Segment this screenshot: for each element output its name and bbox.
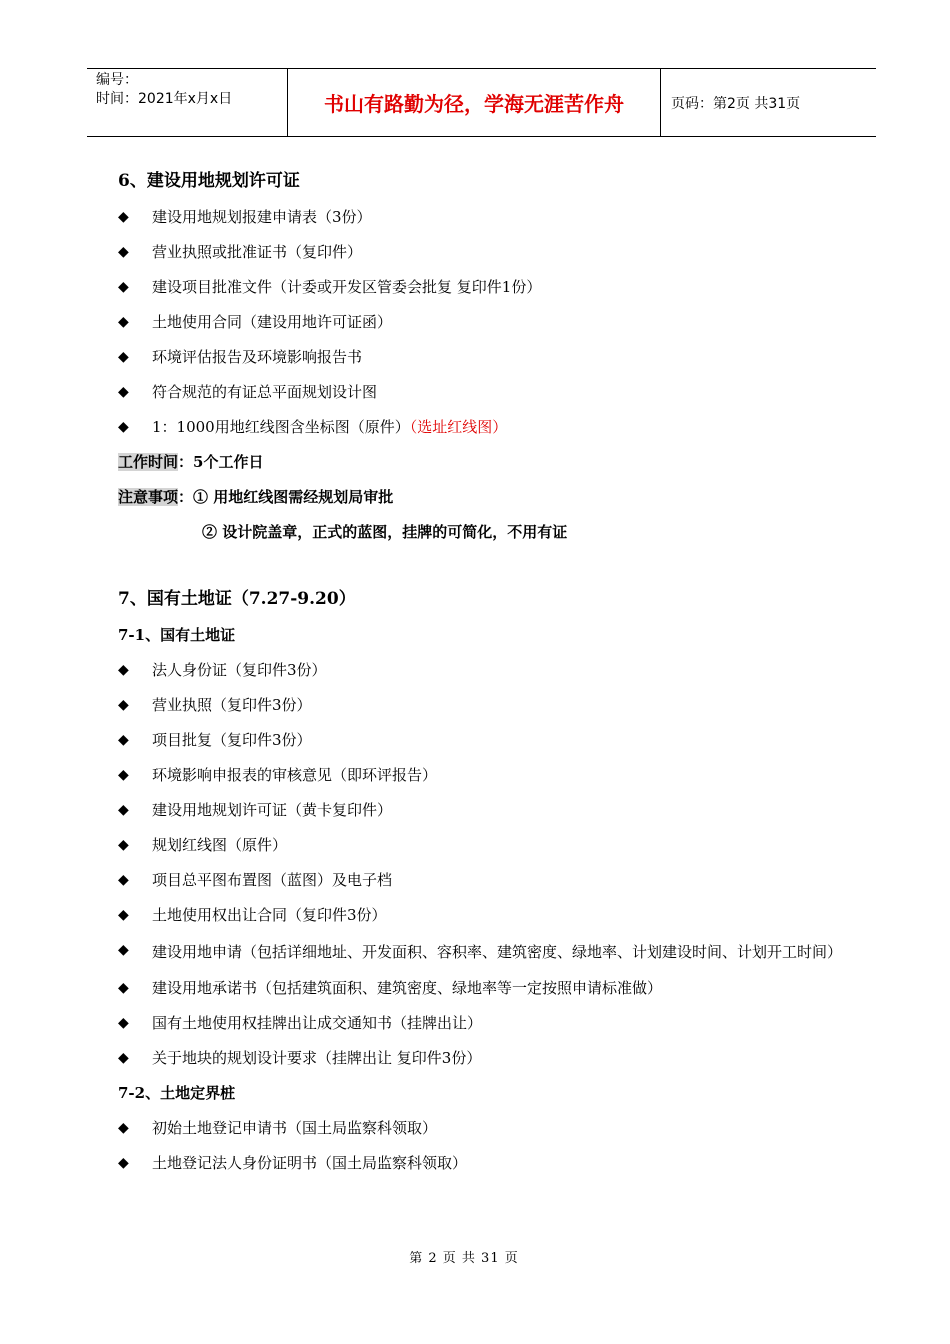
list-item-text: 规划红线图（原件）	[152, 836, 288, 854]
time-label: 时间：2021年x月x日	[96, 91, 233, 107]
diamond-bullet-icon: ◆	[118, 1120, 129, 1136]
diamond-bullet-icon: ◆	[118, 419, 129, 435]
work-time-value: ：5个工作日	[178, 453, 264, 471]
diamond-bullet-icon: ◆	[118, 384, 129, 400]
list-item	[118, 1111, 858, 1146]
diamond-bullet-icon: ◆	[118, 349, 129, 365]
number-label: 编号：	[96, 72, 138, 88]
page-footer	[0, 1247, 950, 1266]
header-page-number: 页码：第2页 共31页	[671, 95, 801, 112]
list-item	[118, 933, 858, 971]
map-item-red-note: （选址红线图）	[409, 418, 508, 436]
list-item	[118, 688, 858, 723]
diamond-bullet-icon: ◆	[118, 662, 129, 678]
diamond-bullet-icon: ◆	[118, 697, 129, 713]
list-item	[118, 653, 858, 688]
diamond-bullet-icon: ◆	[118, 980, 129, 996]
list-item	[118, 200, 858, 235]
diamond-bullet-icon: ◆	[118, 767, 129, 783]
diamond-bullet-icon: ◆	[118, 209, 129, 225]
list-item	[118, 898, 858, 933]
diamond-bullet-icon: ◆	[118, 942, 129, 958]
list-item-text: 建设用地承诺书（包括建筑面积、建筑密度、绿地率等一定按照申请标准做）	[152, 979, 663, 997]
diamond-bullet-icon: ◆	[118, 732, 129, 748]
list-item-text: 法人身份证（复印件3份）	[152, 661, 327, 679]
list-item	[118, 1041, 858, 1076]
list-item	[118, 971, 858, 1006]
note-1: ：① 用地红线图需经规划局审批	[178, 488, 394, 506]
list-item	[118, 340, 858, 375]
page-header	[87, 68, 876, 137]
footer-page-number: 第 2 页 共 31 页	[409, 1251, 519, 1266]
section-6-title: 6、建设用地规划许可证	[118, 171, 300, 191]
list-item-text: 土地登记法人身份证明书（国土局监察科领取）	[152, 1154, 468, 1172]
list-item	[118, 723, 858, 758]
list-item-text: 项目总平图布置图（蓝图）及电子档	[152, 871, 393, 889]
diamond-bullet-icon: ◆	[118, 314, 129, 330]
note-2: ② 设计院盖章，正式的蓝图，挂牌的可简化，不用有证	[202, 523, 568, 541]
diamond-bullet-icon: ◆	[118, 244, 129, 260]
list-item-text: 项目批复（复印件3份）	[152, 731, 312, 749]
section-7-1-list	[118, 653, 858, 1076]
list-item-text: 土地使用权出让合同（复印件3份）	[152, 906, 387, 924]
diamond-bullet-icon: ◆	[118, 907, 129, 923]
diamond-bullet-icon: ◆	[118, 872, 129, 888]
list-item	[118, 828, 858, 863]
list-item-text: 关于地块的规划设计要求（挂牌出让 复印件3份）	[152, 1049, 482, 1067]
list-item	[118, 235, 858, 270]
diamond-bullet-icon: ◆	[118, 837, 129, 853]
section-7-2-title: 7-2、土地定界桩	[118, 1084, 236, 1102]
list-item-text: 建设用地规划报建申请表（3份）	[152, 208, 372, 226]
list-item-text: 环境影响申报表的审核意见（即环评报告）	[152, 766, 438, 784]
header-meta	[87, 69, 287, 136]
section-7-title: 7、国有土地证（7.27-9.20）	[118, 589, 356, 609]
notes	[118, 480, 858, 515]
section-7-2-list	[118, 1111, 858, 1181]
list-item-text: 初始土地登记申请书（国土局监察科领取）	[152, 1119, 438, 1137]
list-item	[118, 410, 858, 445]
document-body	[118, 166, 858, 1181]
list-item-text: 环境评估报告及环境影响报告书	[152, 348, 363, 366]
notes-label: 注意事项	[118, 488, 179, 506]
list-item-text: 土地使用合同（建设用地许可证函）	[152, 313, 393, 331]
diamond-bullet-icon: ◆	[118, 279, 129, 295]
list-item	[118, 305, 858, 340]
diamond-bullet-icon: ◆	[118, 1050, 129, 1066]
list-item	[118, 758, 858, 793]
list-item-text: 建设项目批准文件（计委或开发区管委会批复 复印件1份）	[152, 278, 542, 296]
list-item-text: 国有土地使用权挂牌出让成交通知书（挂牌出让）	[152, 1014, 483, 1032]
list-item	[118, 375, 858, 410]
list-item	[118, 1146, 858, 1181]
list-item-text: 符合规范的有证总平面规划设计图	[152, 383, 378, 401]
work-time-label: 工作时间	[118, 453, 179, 471]
list-item-text: 建设用地规划许可证（黄卡复印件）	[152, 801, 393, 819]
spacer	[118, 550, 858, 584]
header-motto: 书山有路勤为径，学海无涯苦作舟	[287, 69, 661, 136]
section-6-list	[118, 200, 858, 410]
list-item	[118, 270, 858, 305]
diamond-bullet-icon: ◆	[118, 802, 129, 818]
list-item-text: 营业执照或批准证书（复印件）	[152, 243, 363, 261]
list-item	[118, 1006, 858, 1041]
map-item-text: 1：1000用地红线图含坐标图（原件）	[152, 418, 410, 436]
diamond-bullet-icon: ◆	[118, 1015, 129, 1031]
list-item	[118, 863, 858, 898]
list-item-text: 建设用地申请（包括详细地址、开发面积、容积率、建筑密度、绿地率、计划建设时间、计划开工时间）	[152, 943, 843, 961]
section-7-1-title: 7-1、国有土地证	[118, 626, 236, 644]
list-item-text: 营业执照（复印件3份）	[152, 696, 312, 714]
diamond-bullet-icon: ◆	[118, 1155, 129, 1171]
list-item	[118, 793, 858, 828]
work-time	[118, 445, 858, 480]
